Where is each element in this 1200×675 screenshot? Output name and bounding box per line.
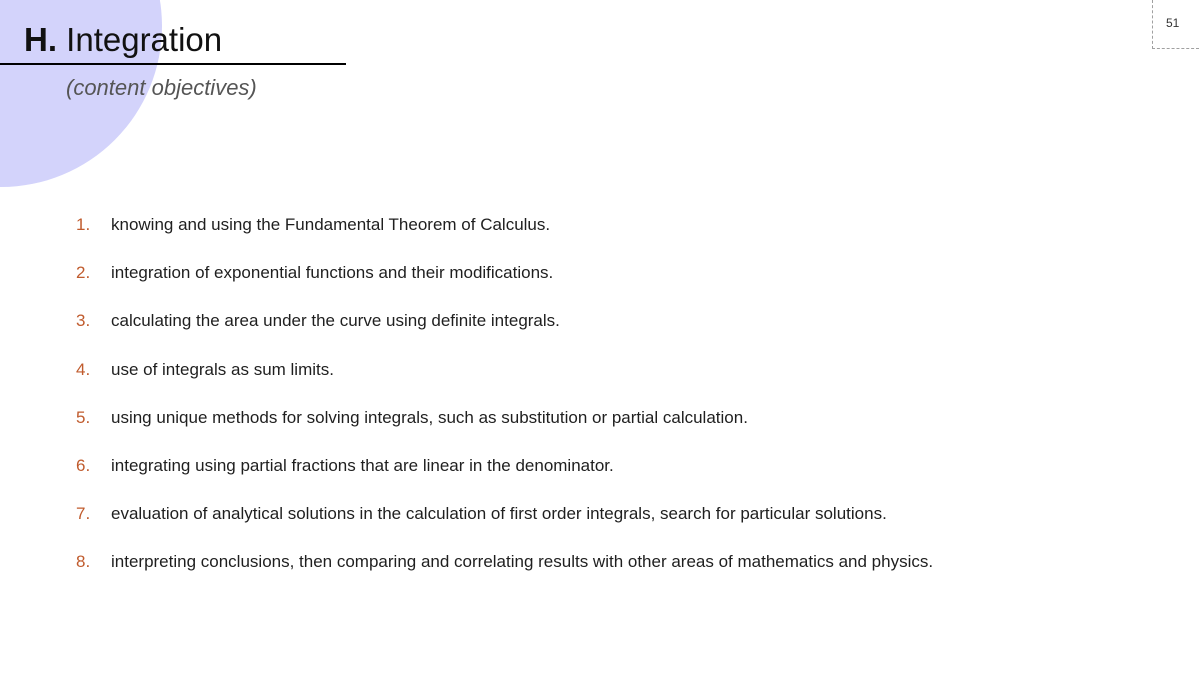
list-item-number: 2. bbox=[76, 263, 91, 283]
list-item bbox=[76, 210, 933, 258]
title-prefix: H. bbox=[24, 21, 57, 58]
objectives-list bbox=[76, 210, 933, 596]
list-item bbox=[76, 547, 933, 595]
list-item-text: use of integrals as sum limits. bbox=[111, 359, 334, 379]
list-item bbox=[76, 451, 933, 499]
list-item bbox=[76, 355, 933, 403]
list-item-text: integration of exponential functions and their modifications. bbox=[111, 263, 554, 283]
list-item bbox=[76, 306, 933, 354]
list-item-text: integrating using partial fractions that are linear in the denominator. bbox=[111, 455, 614, 475]
list-item-text: interpreting conclusions, then comparing and correlating results with other areas of mathematics and physics. bbox=[111, 552, 934, 572]
list-item-number: 4. bbox=[76, 359, 91, 379]
list-item bbox=[76, 499, 933, 547]
slide-title bbox=[24, 20, 222, 60]
list-item-number: 1. bbox=[76, 215, 91, 234]
slide-number: 51 bbox=[1166, 16, 1180, 30]
list-item-number: 5. bbox=[76, 407, 91, 427]
list-item-number: 6. bbox=[76, 455, 91, 475]
list-item-text: calculating the area under the curve using definite integrals. bbox=[111, 311, 560, 331]
list-item-number: 8. bbox=[76, 552, 91, 572]
list-item-text: using unique methods for solving integrals, such as substitution or partial calculation. bbox=[111, 407, 748, 427]
list-item-number: 7. bbox=[76, 504, 91, 524]
list-item-number: 3. bbox=[76, 311, 91, 331]
list-item bbox=[76, 258, 933, 306]
list-item-text: evaluation of analytical solutions in the calculation of first order integrals, search for particular solutions. bbox=[111, 504, 887, 524]
list-item-text: knowing and using the Fundamental Theorem of Calculus. bbox=[111, 215, 551, 234]
list-item bbox=[76, 403, 933, 451]
title-underline bbox=[0, 63, 346, 65]
title-text: Integration bbox=[66, 21, 223, 58]
slide-subtitle: (content objectives) bbox=[66, 75, 257, 100]
